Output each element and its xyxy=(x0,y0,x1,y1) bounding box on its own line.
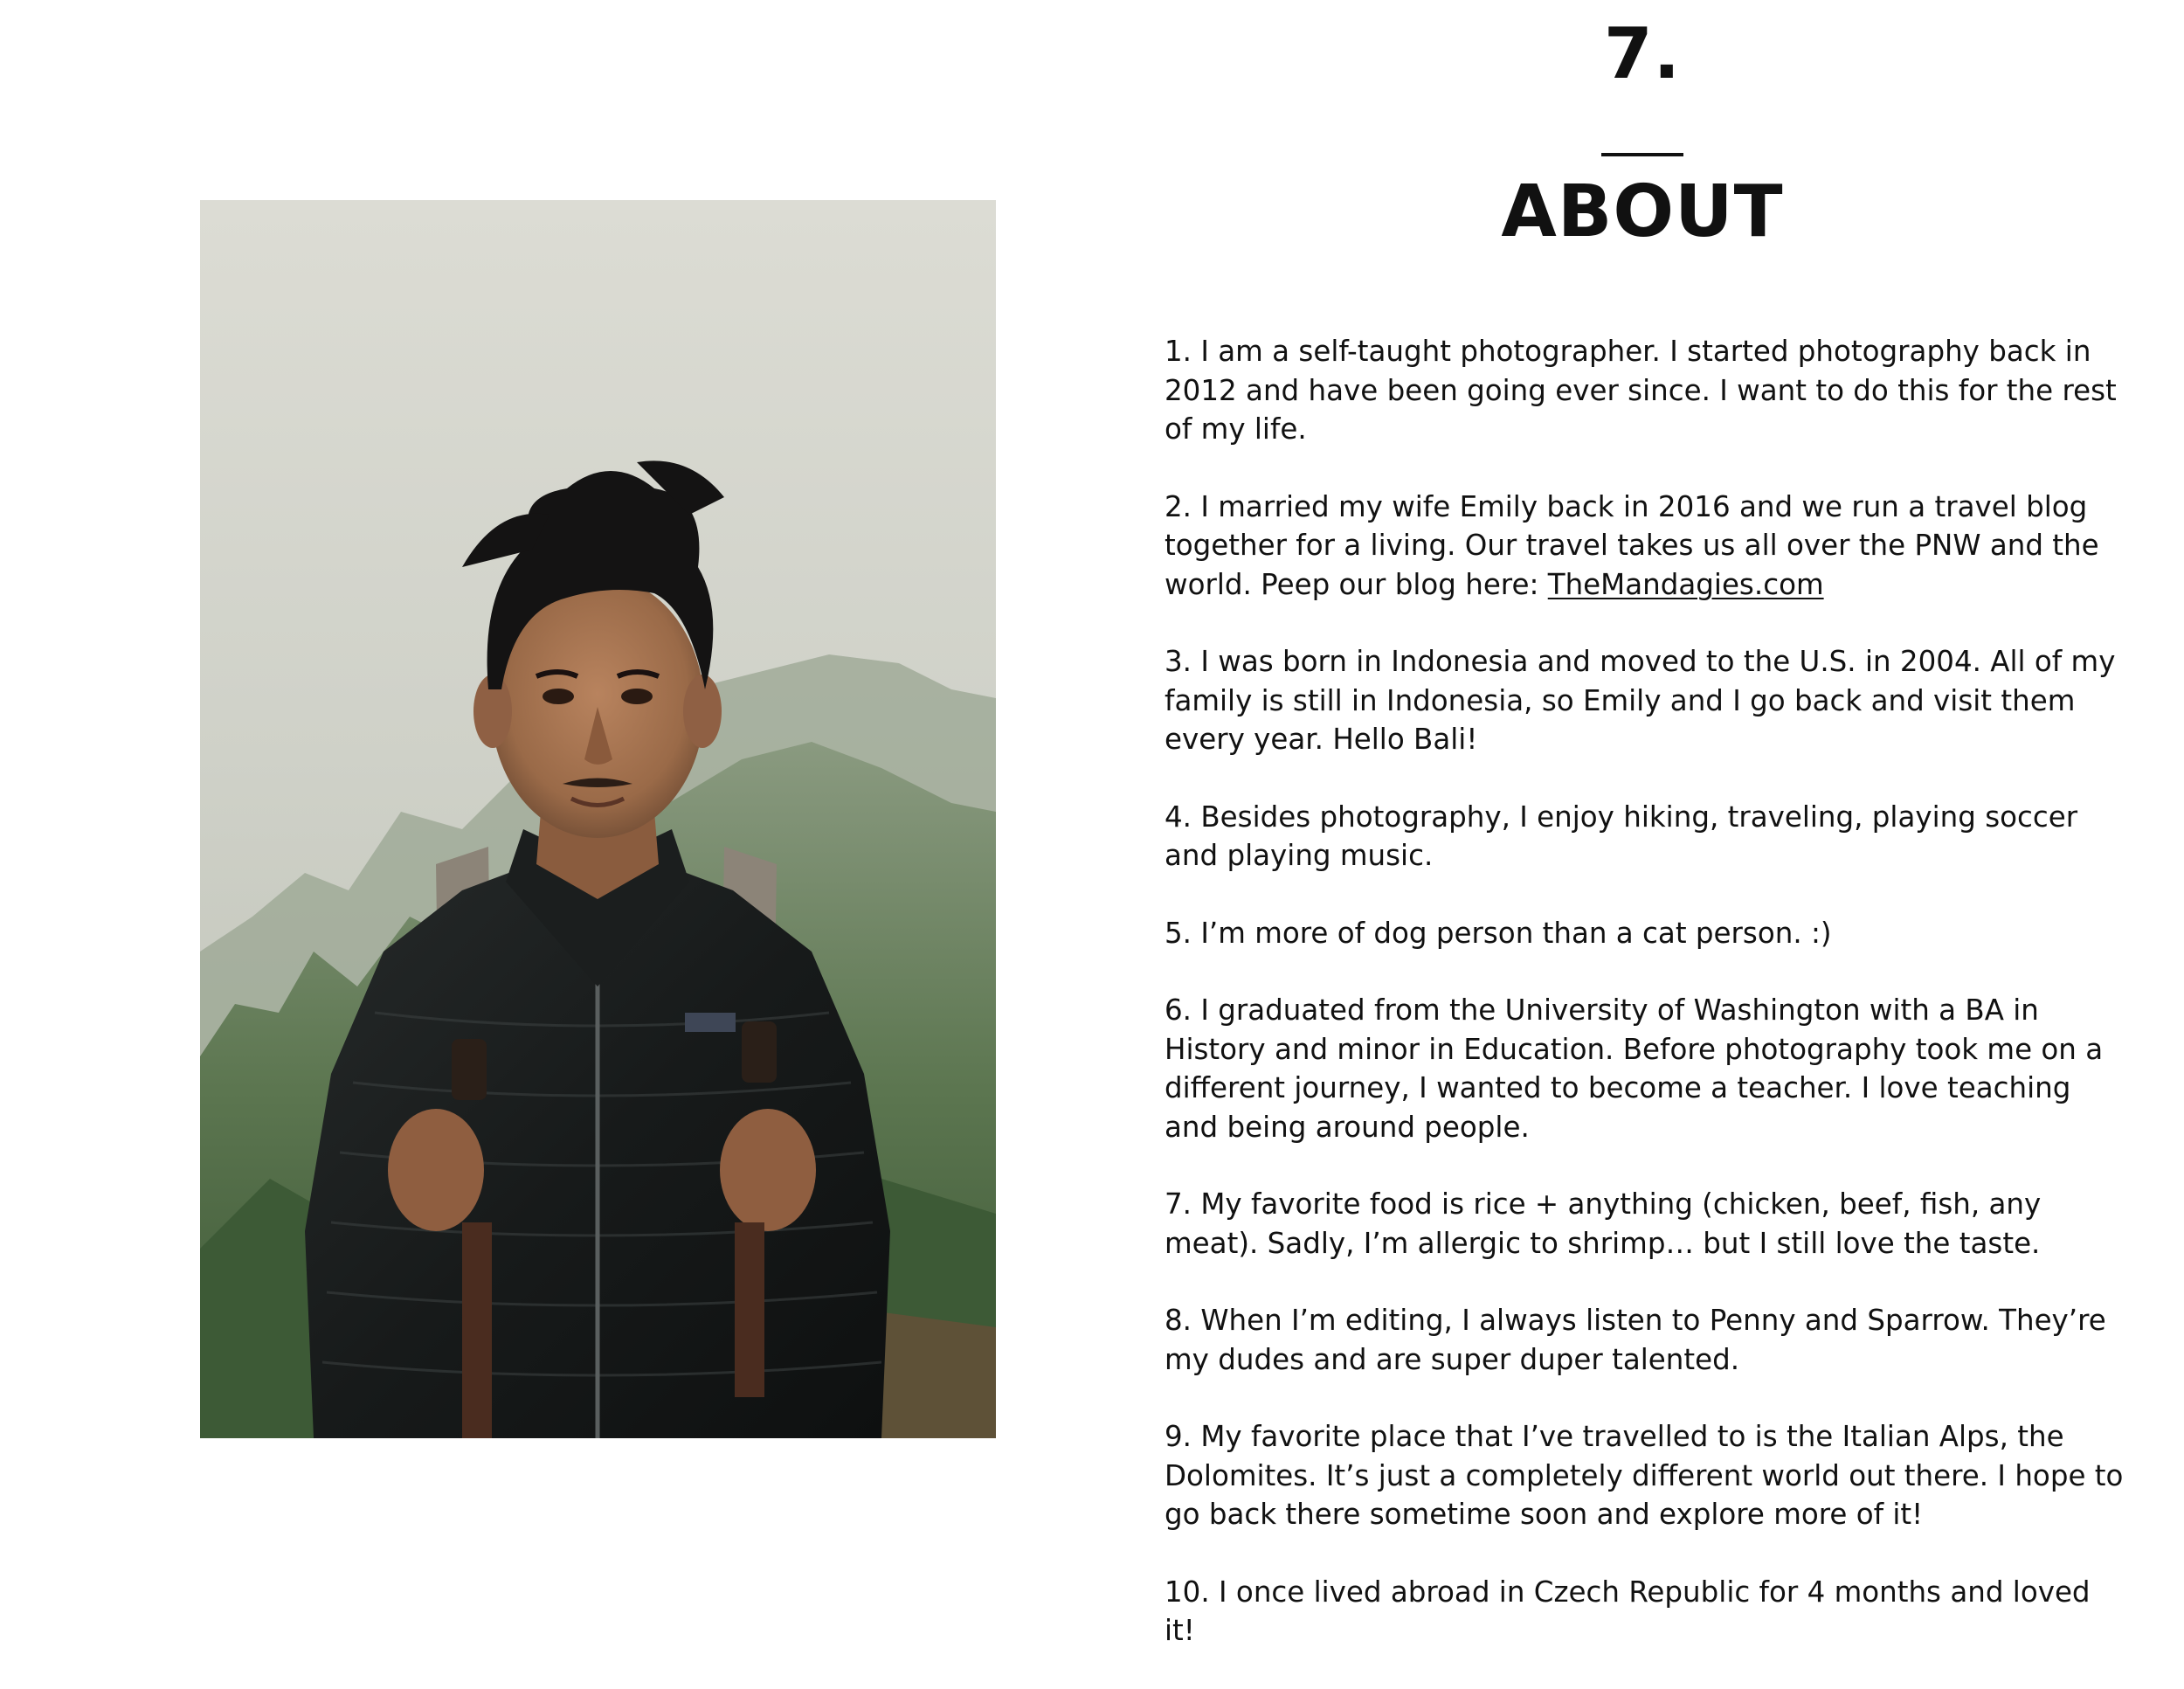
fact-text: 9. My favorite place that I’ve travelled to is the Italian Alps, the Dolomites. It’s just a completely different world out there. I hope to go back there sometime soon and explore more of it! xyxy=(1165,1420,2124,1531)
heading-divider xyxy=(1601,153,1683,156)
section-number: 7. xyxy=(1603,13,1682,94)
fact-text: 5. I’m more of dog person than a cat person. :) xyxy=(1165,916,1832,950)
section-title: ABOUT xyxy=(1501,170,1784,253)
about-facts-list xyxy=(1165,332,2125,1689)
fact-item xyxy=(1165,991,2125,1146)
fact-item xyxy=(1165,1185,2125,1263)
fact-item xyxy=(1165,914,2125,953)
fact-item xyxy=(1165,798,2125,876)
fact-text: 2. I married my wife Emily back in 2016 and we run a travel blog together for a living. Our travel takes us all over the PNW and the world. Peep our blog here: xyxy=(1165,489,2099,601)
fact-text: 10. I once lived abroad in Czech Republic for 4 months and loved it! xyxy=(1165,1575,2091,1647)
fact-item xyxy=(1165,332,2125,449)
fact-item xyxy=(1165,1573,2125,1651)
fact-text: 7. My favorite food is rice + anything (chicken, beef, fish, any meat). Sadly, I’m allergic to shrimp… but I still love the taste. xyxy=(1165,1187,2042,1260)
fact-text: 1. I am a self-taught photographer. I started photography back in 2012 and have been going ever since. I want to do this for the rest of my life. xyxy=(1165,335,2117,446)
fact-item xyxy=(1165,1301,2125,1379)
portrait-illustration xyxy=(200,200,996,1438)
fact-item xyxy=(1165,642,2125,759)
portrait-photo xyxy=(200,200,996,1438)
blog-link[interactable]: TheMandagies.com xyxy=(1547,567,1824,601)
fact-text: 3. I was born in Indonesia and moved to the U.S. in 2004. All of my family is still in Indonesia, so Emily and I go back and visit them every year. Hello Bali! xyxy=(1165,645,2116,756)
fact-text: 6. I graduated from the University of Washington with a BA in History and minor in Education. Before photography took me on a different journey, I wanted to become a teacher. I love teaching and being around people. xyxy=(1165,993,2104,1144)
fact-text: 8. When I’m editing, I always listen to Penny and Sparrow. They’re my dudes and are super duper talented. xyxy=(1165,1304,2106,1376)
fact-text: 4. Besides photography, I enjoy hiking, traveling, playing soccer and playing music. xyxy=(1165,800,2078,872)
fact-item xyxy=(1165,488,2125,605)
fact-item xyxy=(1165,1417,2125,1534)
